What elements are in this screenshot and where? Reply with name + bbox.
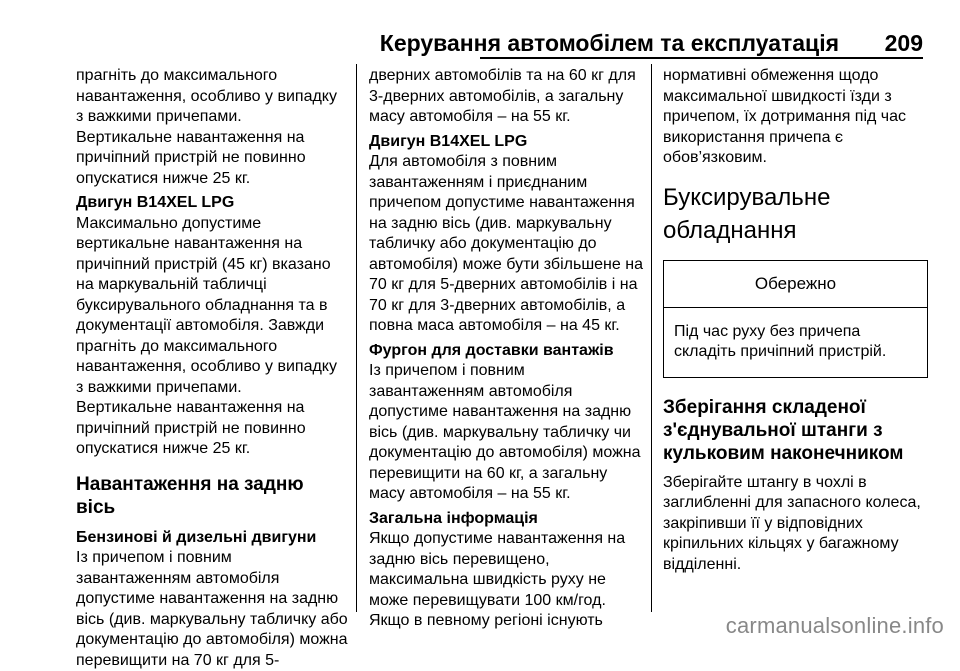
- paragraph: Для автомобіля з повним завантаженням і приєднаним причепом допустиме навантаження на задню вісь (див. маркувальну табличку або документацію до автомобіля) може бути збільшене на 70 кг для 5-дверних автомобілів і на 70 кг для 3-дверних автомобілів, а повна маса автомобіля – на 45 кг.: [369, 153, 643, 334]
- caution-box: [663, 260, 928, 378]
- column-divider: [356, 64, 357, 612]
- paragraph: нормативні обмеження щодо максимальної швидкості їзди з причепом, їх дотримання під час використання причепа є обов’язковим.: [663, 67, 907, 166]
- paragraph: Вертикальне навантаження на причіпний пристрій не повинно опускатися нижче 25 кг.: [76, 128, 306, 187]
- section-heading: Навантаження на задню вісь: [76, 473, 304, 518]
- column-left: [76, 66, 348, 671]
- caution-title: Обережно: [664, 261, 927, 308]
- chapter-heading: Буксирувальне обладнання: [663, 183, 831, 244]
- paragraph: Якщо допустиме навантаження на задню вісь перевищено, максимальна швидкість руху не може перевищувати 100 км/год. Якщо в певному регіоні існують: [369, 530, 626, 629]
- page-number: 209: [884, 30, 923, 56]
- paragraph: Максимально допустиме вертикальне навантаження на причіпний пристрій (45 кг) вказано на маркувальній табличці буксирувального обладнання та в документації автомобіля. Завжди прагніть до максимального навантаження, особливо у випадку з важкими причепами.: [76, 214, 337, 396]
- paragraph: дверних автомобілів та на 60 кг для 3-дверних автомобілів, а загальну масу автомобіля – на 55 кг.: [369, 67, 636, 125]
- header-rule: [480, 57, 923, 59]
- chapter-title: Керування автомобілем та експлуатація: [379, 30, 839, 56]
- watermark: carmanualsonline.info: [725, 613, 944, 638]
- page-header: [379, 24, 923, 58]
- subheading: Загальна інформація: [369, 509, 538, 527]
- column-divider: [651, 64, 652, 612]
- caution-text: Під час руху без причепа складіть причіпний пристрій.: [674, 322, 887, 360]
- column-right: [663, 66, 931, 575]
- paragraph: Із причепом і повним завантаженням автомобіля допустиме навантаження на задню вісь (див. маркувальну табличку або документацію до автомобіля) можна перевищити на 70 кг для 5-: [76, 549, 348, 669]
- section-heading: Зберігання складеної з'єднувальної штанги з кульковим наконечником: [663, 396, 904, 464]
- subheading: Двигун B14XEL LPG: [76, 194, 235, 211]
- subheading: Двигун B14XEL LPG: [369, 132, 528, 150]
- subheading: Фургон для доставки вантажів: [369, 341, 614, 359]
- column-middle: [369, 66, 644, 632]
- subheading: Бензинові й дизельні двигуни: [76, 528, 317, 546]
- paragraph: Із причепом і повним завантаженням автомобіля допустиме навантаження на задню вісь (див. маркувальну табличку чи документацію до автомобіля) можна перевищити на 60 кг, а загальну масу автомобіля – на 55 кг.: [369, 362, 641, 502]
- paragraph: Зберігайте штангу в чохлі в заглибленні для запасного колеса, закріпивши її у відповідних кріпильних кільцях у багажному відділенні.: [663, 473, 921, 573]
- paragraph: прагніть до максимального навантаження, особливо у випадку з важкими причепами.: [76, 67, 337, 125]
- paragraph: Вертикальне навантаження на причіпний пристрій не повинно опускатися нижче 25 кг.: [76, 399, 306, 457]
